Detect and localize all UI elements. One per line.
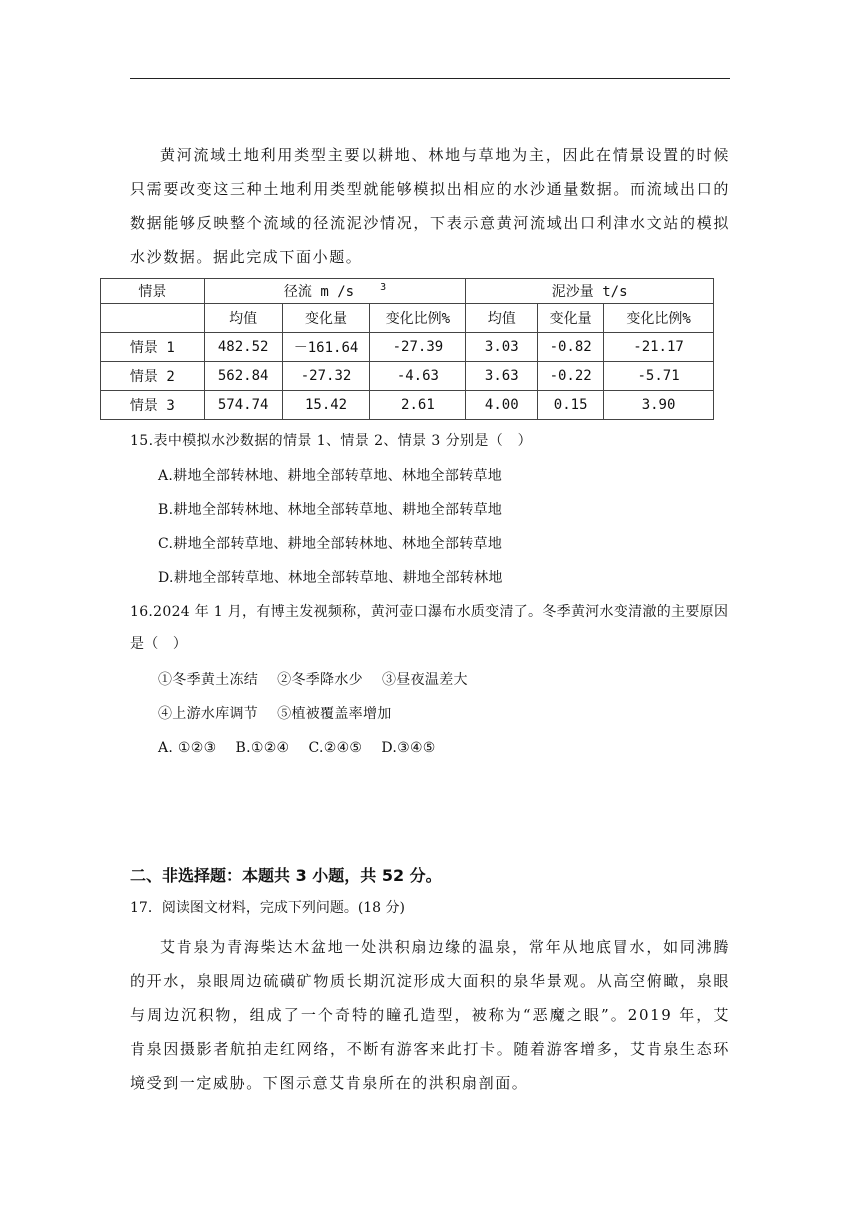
table-cell: -5.71 bbox=[604, 362, 714, 391]
q17-material-text: 艾肯泉为青海柴达木盆地一处洪积扇边缘的温泉，常年从地底冒水，如同沸腾的开水，泉眼周边硫磺矿物质长期沉淀形成大面积的泉华景观。从高空俯瞰，泉眼与周边沉积物，组成了一个奇特的瞳孔造型，被称为“恶魔之眼”。2019 年，艾肯泉因摄影者航拍走红网络，不断有游客来此打卡。随着游客增多，艾肯泉生态环境受到一定威胁。下图示意艾肯泉所在的洪积扇剖面。 bbox=[130, 938, 730, 1092]
question-17-stem: 17．阅读图文材料，完成下列问题。(18 分) bbox=[130, 900, 406, 916]
table-cell: 4.00 bbox=[466, 391, 538, 420]
subheader-cell: 变化量 bbox=[538, 304, 604, 333]
table-cell: 15.42 bbox=[282, 391, 370, 420]
table-cell: -27.32 bbox=[282, 362, 370, 391]
q16-items-line-2: ④上游水库调节 ⑤植被覆盖率增加 bbox=[158, 706, 392, 722]
subheader-cell: 变化量 bbox=[282, 304, 370, 333]
table-cell: 482.52 bbox=[204, 333, 282, 362]
row-label: 情景 1 bbox=[101, 333, 205, 362]
section-2-title: 二、非选择题：本题共 3 小题，共 52 分。 bbox=[130, 866, 442, 885]
row-label: 情景 3 bbox=[101, 391, 205, 420]
runoff-header bbox=[204, 279, 466, 304]
subheader-cell: 均值 bbox=[466, 304, 538, 333]
q15-option-d: D.耕地全部转草地、林地全部转草地、耕地全部转林地 bbox=[158, 570, 503, 586]
table-cell: -27.39 bbox=[370, 333, 466, 362]
table-cell: -0.22 bbox=[538, 362, 604, 391]
q16-choices: A. ①②③ B.①②④ C.②④⑤ D.③④⑤ bbox=[158, 740, 436, 756]
table-corner: 情景 bbox=[101, 279, 205, 304]
q17-material bbox=[130, 930, 730, 1100]
table-cell: 0.15 bbox=[538, 391, 604, 420]
row-label: 情景 2 bbox=[101, 362, 205, 391]
q15-option-a: A.耕地全部转林地、耕地全部转草地、林地全部转草地 bbox=[158, 468, 503, 484]
table-cell: 3.03 bbox=[466, 333, 538, 362]
subheader-cell: 均值 bbox=[204, 304, 282, 333]
intro-paragraph bbox=[130, 138, 730, 274]
table-cell: 574.74 bbox=[204, 391, 282, 420]
table-subheader-row bbox=[101, 304, 714, 333]
table-cell: -0.82 bbox=[538, 333, 604, 362]
runoff-unit-superscript: 3 bbox=[380, 282, 387, 294]
table-row bbox=[101, 362, 714, 391]
q15-option-b: B.耕地全部转林地、林地全部转草地、耕地全部转草地 bbox=[158, 502, 503, 518]
table-row bbox=[101, 391, 714, 420]
q16-items-line-1: ①冬季黄土冻结 ②冬季降水少 ③昼夜温差大 bbox=[158, 672, 468, 688]
table-cell: －161.64 bbox=[282, 333, 370, 362]
table-cell: -21.17 bbox=[604, 333, 714, 362]
sediment-header: 泥沙量 t/s bbox=[466, 279, 714, 304]
table-cell: 562.84 bbox=[204, 362, 282, 391]
question-15-stem: 15.表中模拟水沙数据的情景 1、情景 2、情景 3 分别是（ ） bbox=[130, 433, 532, 449]
q15-option-c: C.耕地全部转草地、耕地全部转林地、林地全部转草地 bbox=[158, 536, 503, 552]
sediment-table bbox=[100, 278, 714, 420]
table-row bbox=[101, 333, 714, 362]
table-cell: 3.90 bbox=[604, 391, 714, 420]
intro-text: 黄河流域土地利用类型主要以耕地、林地与草地为主，因此在情景设置的时候只需要改变这三种土地利用类型就能够模拟出相应的水沙通量数据。而流域出口的数据能够反映整个流域的径流泥沙情况，下表示意黄河流域出口利津水文站的模拟水沙数据。据此完成下面小题。 bbox=[130, 146, 730, 266]
subheader-cell: 变化比例% bbox=[604, 304, 714, 333]
header-rule bbox=[130, 78, 730, 79]
subheader-cell: 变化比例% bbox=[370, 304, 466, 333]
table-cell: 3.63 bbox=[466, 362, 538, 391]
runoff-label: 径流 m /s bbox=[283, 284, 355, 300]
table-header-row bbox=[101, 279, 714, 304]
table-subheader-blank bbox=[101, 304, 205, 333]
question-16-stem: 16.2024 年 1 月，有博主发视频称，黄河壶口瀑布水质变清了。冬季黄河水变清澈的主要原因是（ ） bbox=[130, 604, 729, 652]
table-cell: 2.61 bbox=[370, 391, 466, 420]
table-cell: -4.63 bbox=[370, 362, 466, 391]
